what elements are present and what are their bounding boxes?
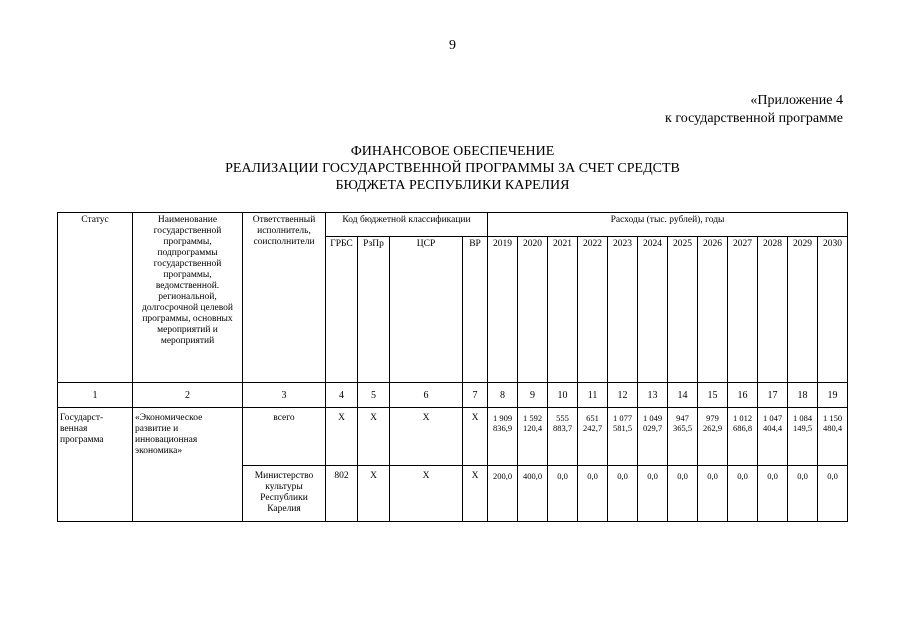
- column-number-row: [58, 383, 848, 408]
- row-value: 0,0: [548, 466, 578, 522]
- row-value: 0,0: [758, 466, 788, 522]
- appendix-label: [665, 92, 843, 128]
- row-rzpr: Х: [358, 466, 390, 522]
- row-value: 947 365,5: [668, 408, 698, 466]
- column-number: 14: [668, 383, 698, 408]
- header-year: 2030: [818, 237, 848, 383]
- column-number: 2: [133, 383, 243, 408]
- row-value: 979 262,9: [698, 408, 728, 466]
- column-number: 13: [638, 383, 668, 408]
- header-responsible: Ответственный исполнитель, соисполнители: [243, 213, 326, 383]
- row-value: 0,0: [788, 466, 818, 522]
- row-value: 0,0: [818, 466, 848, 522]
- appendix-line-1: «Приложение 4: [750, 93, 843, 108]
- row-value: 0,0: [578, 466, 608, 522]
- column-number: 11: [578, 383, 608, 408]
- row-value: 1 049 029,7: [638, 408, 668, 466]
- title-line-1: ФИНАНСОВОЕ ОБЕСПЕЧЕНИЕ: [350, 144, 555, 159]
- row-value: 1 012 686,8: [728, 408, 758, 466]
- row-value: 200,0: [488, 466, 518, 522]
- row-value: 1 047 404,4: [758, 408, 788, 466]
- row-responsible: всего: [243, 408, 326, 466]
- row-status: Государст-венная программа: [58, 408, 133, 522]
- header-year: 2020: [518, 237, 548, 383]
- document-title: [0, 143, 905, 194]
- header-status: Статус: [58, 213, 133, 383]
- header-row: [58, 213, 848, 237]
- row-value: 1 084 149,5: [788, 408, 818, 466]
- title-line-2: РЕАЛИЗАЦИИ ГОСУДАРСТВЕННОЙ ПРОГРАММЫ ЗА СЧЕТ СРЕДСТВ: [225, 161, 680, 176]
- row-value: 0,0: [638, 466, 668, 522]
- row-value: 0,0: [698, 466, 728, 522]
- column-number: 6: [390, 383, 463, 408]
- row-value: 555 883,7: [548, 408, 578, 466]
- header-year: 2023: [608, 237, 638, 383]
- row-csr: Х: [390, 408, 463, 466]
- row-value: 0,0: [608, 466, 638, 522]
- column-number: 19: [818, 383, 848, 408]
- row-program-name: «Экономическое развитие и инновационная экономика»: [133, 408, 243, 522]
- page-number: 9: [449, 38, 456, 53]
- row-vr: Х: [463, 408, 488, 466]
- column-number: 17: [758, 383, 788, 408]
- row-value: 0,0: [728, 466, 758, 522]
- row-value: 400,0: [518, 466, 548, 522]
- header-vr: ВР: [463, 237, 488, 383]
- column-number: 16: [728, 383, 758, 408]
- column-number: 7: [463, 383, 488, 408]
- header-year: 2028: [758, 237, 788, 383]
- title-line-3: БЮДЖЕТА РЕСПУБЛИКИ КАРЕЛИЯ: [335, 178, 570, 193]
- column-number: 18: [788, 383, 818, 408]
- row-value: 1 592 120,4: [518, 408, 548, 466]
- row-csr: Х: [390, 466, 463, 522]
- column-number: 1: [58, 383, 133, 408]
- row-value: 1 909 836,9: [488, 408, 518, 466]
- header-year: 2019: [488, 237, 518, 383]
- row-value: 0,0: [668, 466, 698, 522]
- header-year: 2022: [578, 237, 608, 383]
- column-number: 5: [358, 383, 390, 408]
- table-row: [58, 408, 848, 466]
- column-number: 10: [548, 383, 578, 408]
- header-year: 2029: [788, 237, 818, 383]
- row-vr: Х: [463, 466, 488, 522]
- row-rzpr: Х: [358, 408, 390, 466]
- row-value: 1 150 480,4: [818, 408, 848, 466]
- column-number: 8: [488, 383, 518, 408]
- appendix-line-2: к государственной программе: [665, 111, 843, 126]
- row-grbs: Х: [326, 408, 358, 466]
- header-name: Наименование государственной программы, подпрограммы государственной программы, ведомственной. региональной, долгосрочной целевой программы, основных мероприятий и мероприятий: [133, 213, 243, 383]
- header-year: 2021: [548, 237, 578, 383]
- column-number: 9: [518, 383, 548, 408]
- header-year: 2027: [728, 237, 758, 383]
- column-number: 15: [698, 383, 728, 408]
- row-value: 1 077 581,5: [608, 408, 638, 466]
- header-rzpr: РзПр: [358, 237, 390, 383]
- row-value: 651 242,7: [578, 408, 608, 466]
- financing-table: [57, 212, 848, 522]
- row-grbs: 802: [326, 466, 358, 522]
- column-number: 4: [326, 383, 358, 408]
- header-year: 2025: [668, 237, 698, 383]
- column-number: 12: [608, 383, 638, 408]
- column-number: 3: [243, 383, 326, 408]
- header-year: 2026: [698, 237, 728, 383]
- row-responsible: Министерство культуры Республики Карелия: [243, 466, 326, 522]
- header-csr: ЦСР: [390, 237, 463, 383]
- header-budget-code: Код бюджетной классификации: [326, 213, 488, 237]
- header-expenses: Расходы (тыс. рублей), годы: [488, 213, 848, 237]
- header-grbs: ГРБС: [326, 237, 358, 383]
- header-year: 2024: [638, 237, 668, 383]
